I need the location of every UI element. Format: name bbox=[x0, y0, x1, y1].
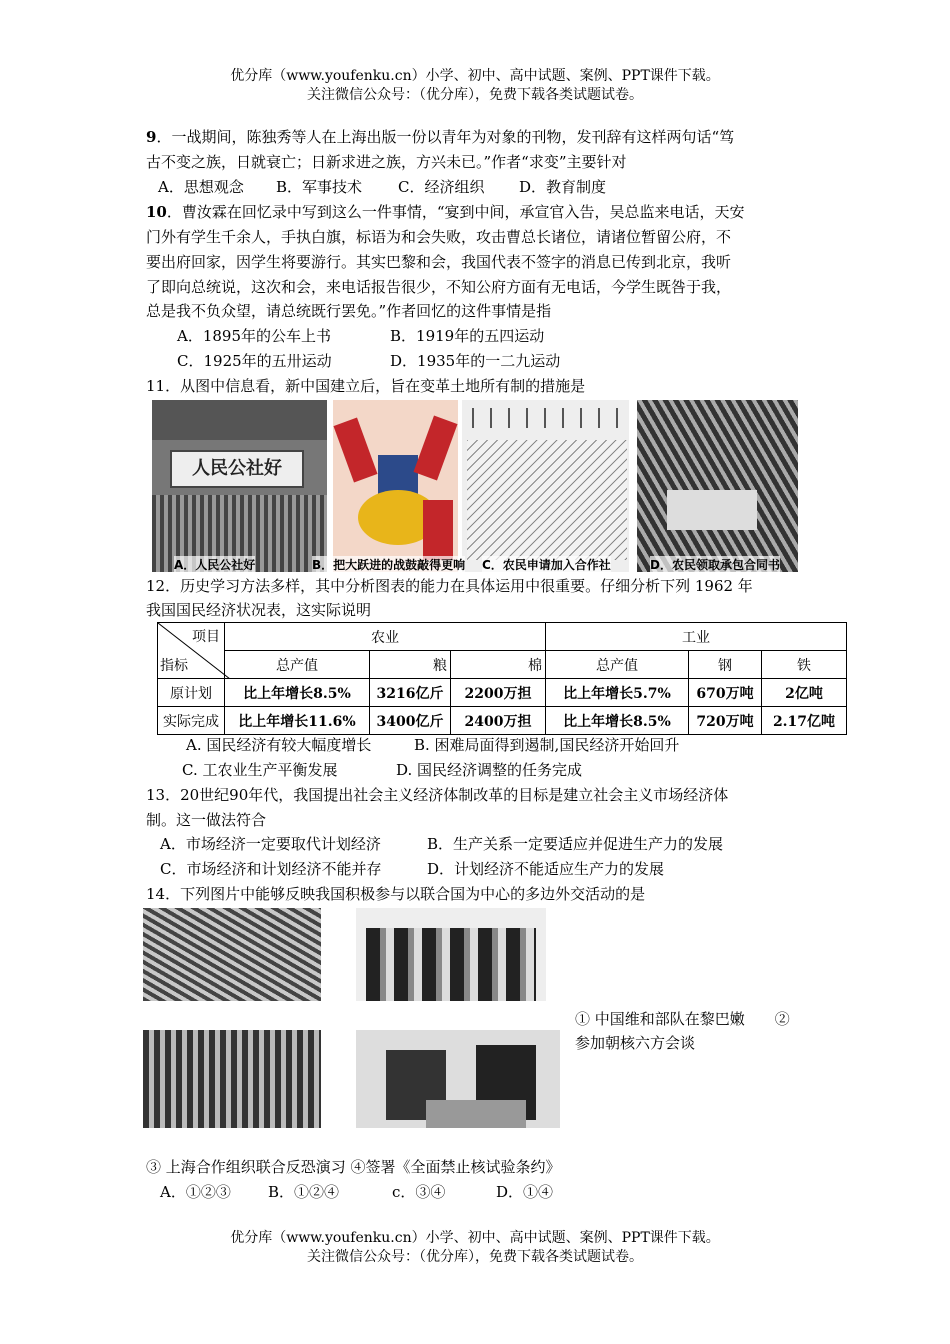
q13-option-d: D．计划经济不能适应生产力的发展 bbox=[427, 860, 665, 878]
q9-number: 9 bbox=[146, 128, 157, 146]
cell: 3400亿斤 bbox=[370, 707, 451, 735]
sub-header: 铁 bbox=[762, 651, 847, 679]
footer-line-2: 关注微信公众号：（优分库），免费下载各类试题试卷。 bbox=[307, 1249, 643, 1265]
q9-line-2: 古不变之族，日就衰亡；日新求进之族，方兴未已。”作者“求变”主要针对 bbox=[146, 153, 627, 171]
q11-caption-d: D．农民领取承包合同书 bbox=[650, 558, 780, 572]
q11-caption-b: B．把大跃进的战鼓敲得更响 bbox=[312, 558, 466, 572]
q14-photo-peacekeepers bbox=[143, 908, 321, 1001]
q10-line-1 bbox=[146, 201, 745, 223]
cell: 720万吨 bbox=[689, 707, 762, 735]
cell: 3216亿斤 bbox=[370, 679, 451, 707]
q11-poster-leap bbox=[333, 400, 458, 572]
table-corner bbox=[158, 623, 225, 679]
cell: 670万吨 bbox=[689, 679, 762, 707]
header-line-1: 优分库（www.youfenku.cn）小学、初中、高中试题、案例、PPT课件下载。 bbox=[230, 68, 720, 84]
q12-option-b: B. 困难局面得到遏制,国民经济开始回升 bbox=[414, 736, 680, 754]
q10-line-4: 了即向总统说，这次和会，来电话报告很少，不知公府方面有无电话，今学生既咎于我， bbox=[146, 278, 732, 296]
table-row bbox=[158, 679, 847, 707]
q11-image-strip bbox=[152, 400, 798, 572]
q9-line-1 bbox=[146, 126, 734, 148]
q11-drawing-coop bbox=[462, 400, 629, 572]
q13-option-b: B．生产关系一定要适应并促进生产力的发展 bbox=[427, 835, 724, 853]
cell: 2.17亿吨 bbox=[762, 707, 847, 735]
cell: 2200万担 bbox=[451, 679, 546, 707]
q10-line-5: 总是我不负众望，请总统既行罢免。”作者回忆的这件事情是指 bbox=[146, 302, 552, 320]
q11-caption-c: C．农民申请加入合作社 bbox=[482, 558, 611, 572]
q10-option-c: C．1925年的五卅运动 bbox=[177, 352, 332, 370]
q14-option-d: D．①④ bbox=[496, 1183, 554, 1201]
q11-photo-contract bbox=[637, 400, 798, 572]
q14-photo-sco-drill bbox=[143, 1030, 321, 1128]
q10-number: 10 bbox=[146, 203, 167, 221]
q9-option-d: D．教育制度 bbox=[519, 178, 607, 196]
q14-side-caption-2: 参加朝核六方会谈 bbox=[575, 1034, 696, 1052]
q10-text-1: ．曹汝霖在回忆录中写到这么一件事情，“宴到中间，承宣官入告，吴总监来电话，天安 bbox=[166, 203, 745, 221]
q9-option-b: B．军事技术 bbox=[276, 178, 363, 196]
q11-photo-commune bbox=[152, 400, 327, 572]
q12-line-2: 我国国民经济状况表，这实际说明 bbox=[146, 601, 372, 619]
q13-option-a: A．市场经济一定要取代计划经济 bbox=[160, 835, 381, 853]
q14-photo-ctbt bbox=[356, 1030, 560, 1128]
sub-header: 总产值 bbox=[546, 651, 689, 679]
corner-top-label: 项目 bbox=[192, 629, 220, 645]
q10-line-3: 要出府回家，因学生将要游行。其实巴黎和会，我国代表不签字的消息已传到北京，我听 bbox=[146, 253, 732, 271]
q13-option-c: C．市场经济和计划经济不能并存 bbox=[160, 860, 382, 878]
q14-side-caption-1: ① 中国维和部队在黎巴嫩 ② bbox=[575, 1010, 790, 1028]
q13-line-2: 制。这一做法符合 bbox=[146, 811, 267, 829]
q10-option-d: D．1935年的一二九运动 bbox=[390, 352, 561, 370]
row-label: 实际完成 bbox=[158, 707, 225, 735]
q11-banner: 人民公社好 bbox=[170, 450, 304, 488]
q14-text: 14．下列图片中能够反映我国积极参与以联合国为中心的多边外交活动的是 bbox=[146, 885, 646, 903]
sub-header: 粮 bbox=[370, 651, 451, 679]
q12-option-d: D. 国民经济调整的任务完成 bbox=[396, 761, 583, 779]
table-row bbox=[158, 707, 847, 735]
q9-text-1: ．一战期间，陈独秀等人在上海出版一份以青年为对象的刊物，发刊辞有这样两句话“笃 bbox=[156, 128, 735, 146]
q9-option-a: A．思想观念 bbox=[158, 178, 244, 196]
row-label: 原计划 bbox=[158, 679, 225, 707]
q14-caption-2: ③ 上海合作组织联合反恐演习 ④签署《全面禁止核试验条约》 bbox=[146, 1158, 561, 1176]
economy-table bbox=[157, 622, 847, 735]
q14-option-c: c．③④ bbox=[392, 1183, 446, 1201]
q14-option-a: A．①②③ bbox=[160, 1183, 231, 1201]
corner-bottom-label: 指标 bbox=[160, 658, 188, 674]
header-line-2: 关注微信公众号：（优分库），免费下载各类试题试卷。 bbox=[307, 87, 643, 103]
header-agriculture: 农业 bbox=[225, 623, 546, 651]
footer-line-1: 优分库（www.youfenku.cn）小学、初中、高中试题、案例、PPT课件下载。 bbox=[230, 1230, 720, 1246]
q11-caption-a: A．人民公社好 bbox=[174, 558, 256, 572]
q12-option-c: C. 工农业生产平衡发展 bbox=[182, 761, 338, 779]
q10-option-a: A．1895年的公车上书 bbox=[177, 327, 332, 345]
sub-header: 总产值 bbox=[225, 651, 370, 679]
cell: 比上年增长8.5% bbox=[225, 679, 370, 707]
cell: 比上年增长11.6% bbox=[225, 707, 370, 735]
q12-option-a: A. 国民经济有较大幅度增长 bbox=[186, 736, 372, 754]
cell: 2亿吨 bbox=[762, 679, 847, 707]
q14-photo-six-party bbox=[356, 908, 546, 1001]
cell: 比上年增长5.7% bbox=[546, 679, 689, 707]
q12-line-1: 12．历史学习方法多样，其中分析图表的能力在具体运用中很重要。仔细分析下列 1962 年 bbox=[146, 577, 753, 595]
header-industry: 工业 bbox=[546, 623, 847, 651]
sub-header: 棉 bbox=[451, 651, 546, 679]
q9-option-c: C．经济组织 bbox=[398, 178, 485, 196]
q10-option-b: B．1919年的五四运动 bbox=[390, 327, 545, 345]
q14-option-b: B．①②④ bbox=[268, 1183, 340, 1201]
cell: 比上年增长8.5% bbox=[546, 707, 689, 735]
q10-line-2: 门外有学生千余人，手执白旗，标语为和会失败，攻击曹总长诸位，请诸位暂留公府，不 bbox=[146, 228, 732, 246]
sub-header: 钢 bbox=[689, 651, 762, 679]
q13-line-1: 13．20世纪90年代，我国提出社会主义经济体制改革的目标是建立社会主义市场经济体 bbox=[146, 786, 729, 804]
q11-text: 11．从图中信息看，新中国建立后，旨在变革土地所有制的措施是 bbox=[146, 377, 586, 395]
cell: 2400万担 bbox=[451, 707, 546, 735]
